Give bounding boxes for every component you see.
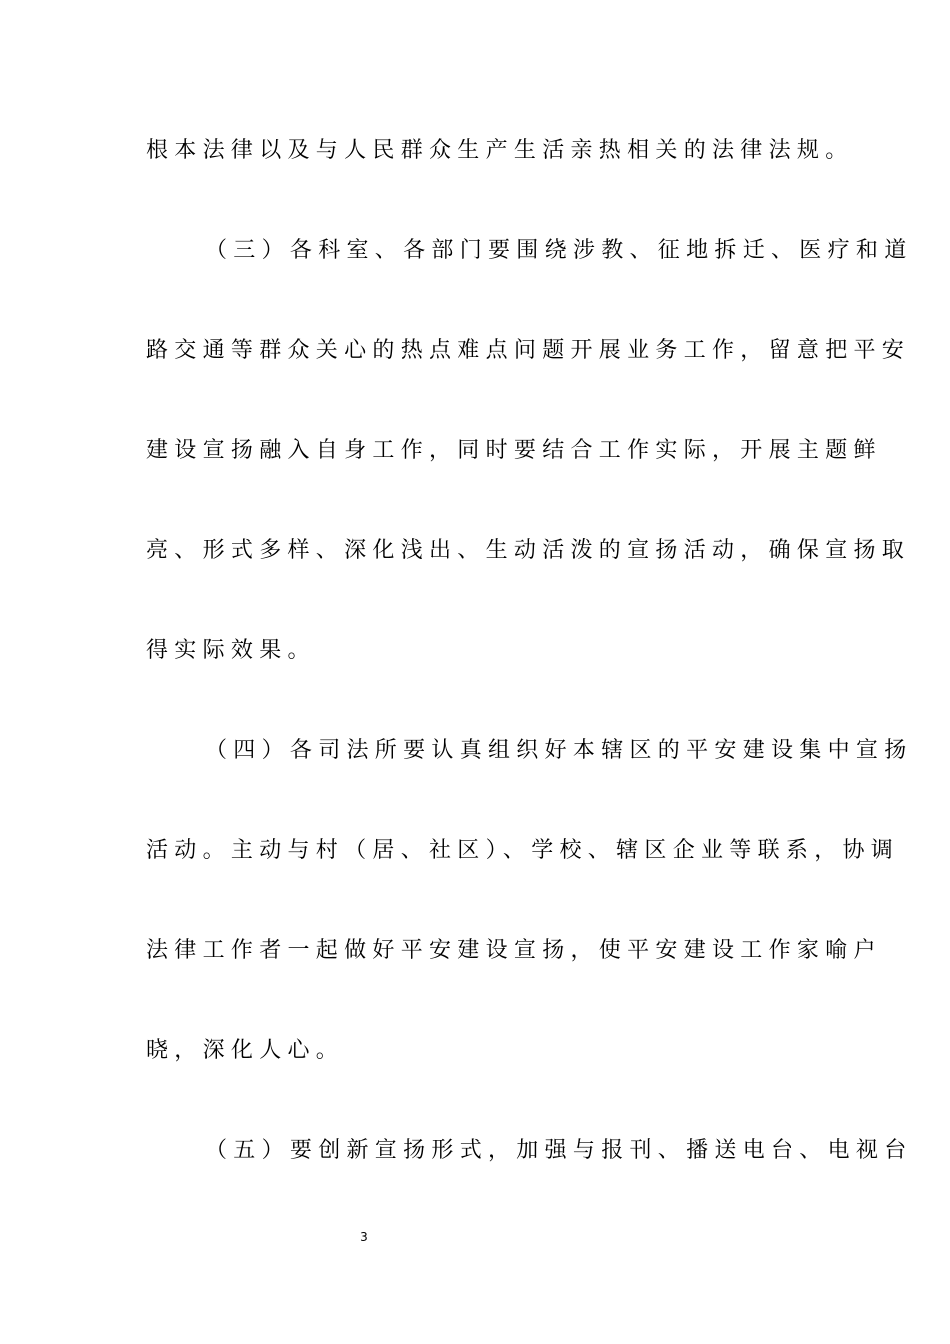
text-line-5: 亮、形式多样、深化浅出、生动活泼的宣扬活动，确保宣扬取 xyxy=(146,538,911,563)
text-line-9: 法律工作者一起做好平安建设宣扬，使平安建设工作家喻户 xyxy=(146,938,882,963)
page-number: 3 xyxy=(360,1230,368,1244)
text-line-2: （三）各科室、各部门要围绕涉教、征地拆迁、医疗和道 xyxy=(205,238,913,263)
text-line-8: 活动。主动与村（居、社区）、学校、辖区企业等联系，协调 xyxy=(146,838,900,863)
text-line-11: （五）要创新宣扬形式，加强与报刊、播送电台、电视台 xyxy=(205,1138,913,1163)
text-line-4: 建设宣扬融入自身工作，同时要结合工作实际，开展主题鲜 xyxy=(146,438,882,463)
text-line-1: 根本法律以及与人民群众生产生活亲热相关的法律法规。 xyxy=(146,138,854,163)
text-line-6: 得实际效果。 xyxy=(146,638,316,663)
text-line-3: 路交通等群众关心的热点难点问题开展业务工作，留意把平安 xyxy=(146,338,911,363)
text-line-7: （四）各司法所要认真组织好本辖区的平安建设集中宣扬 xyxy=(205,738,913,763)
text-line-10: 晓，深化人心。 xyxy=(146,1038,345,1063)
